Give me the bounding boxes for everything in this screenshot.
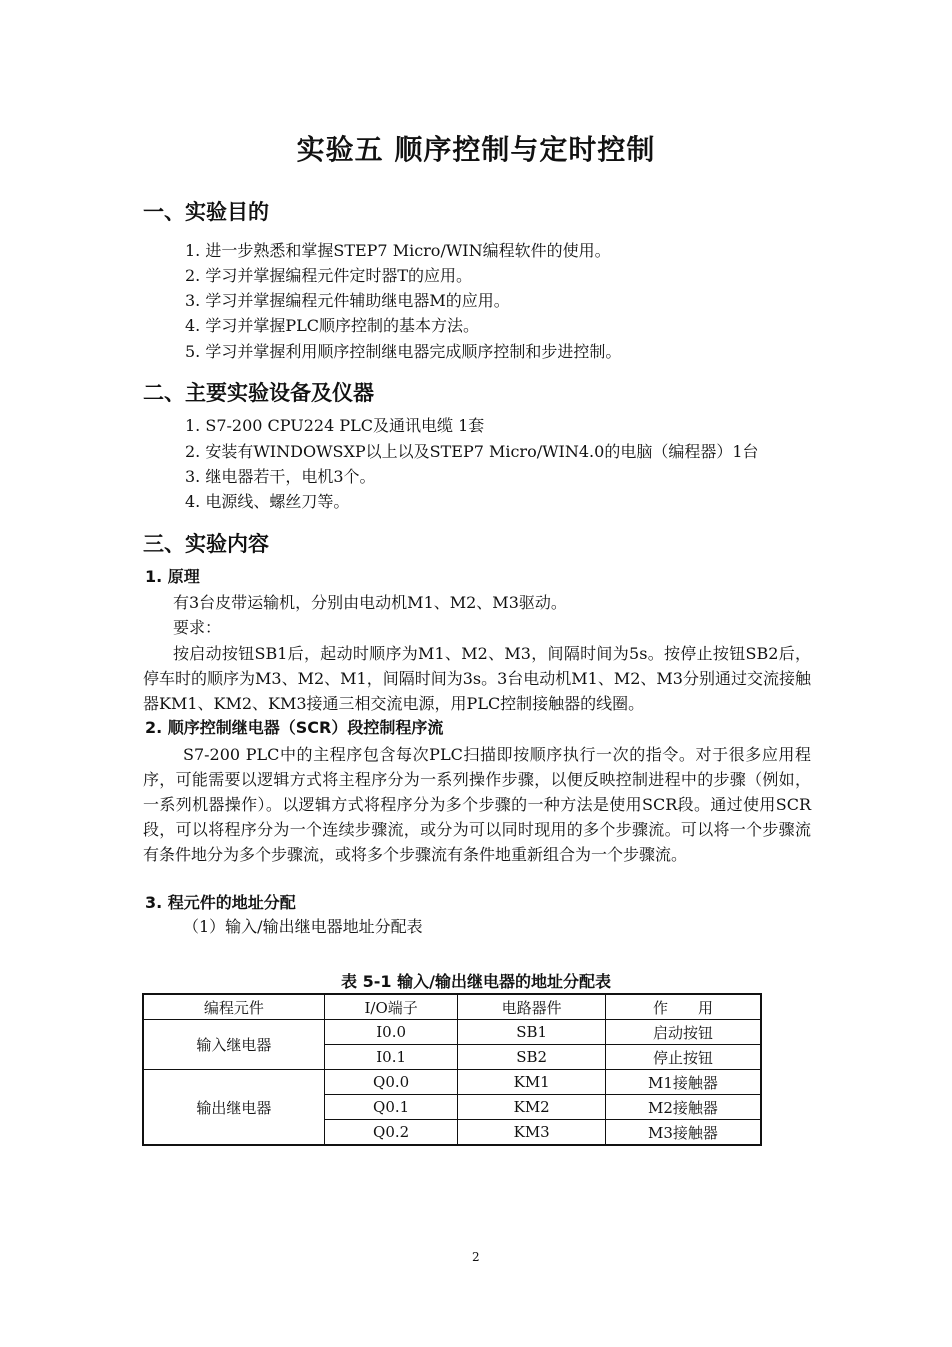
list-item: 2. 学习并掌握编程元件定时器T的应用。 bbox=[185, 266, 473, 285]
body-text: （1）输入/输出继电器地址分配表 bbox=[183, 917, 423, 936]
table-header-row bbox=[143, 994, 761, 1020]
list-item: 5. 学习并掌握利用顺序控制继电器完成顺序控制和步进控制。 bbox=[185, 342, 622, 361]
section-heading-content: 三、实验内容 bbox=[143, 532, 269, 556]
table-cell: Q0.0 bbox=[324, 1070, 458, 1095]
list-item: 1. 进一步熟悉和掌握STEP7 Micro/WIN编程软件的使用。 bbox=[185, 241, 611, 260]
subsection-heading-scr: 2. 顺序控制继电器（SCR）段控制程序流 bbox=[145, 718, 444, 737]
list-item: 4. 电源线、螺丝刀等。 bbox=[185, 492, 350, 511]
section-heading-equipment: 二、主要实验设备及仪器 bbox=[143, 381, 374, 405]
table-cell: Q0.2 bbox=[324, 1120, 458, 1146]
table-cell: SB1 bbox=[458, 1020, 606, 1045]
table-group-cell: 输出继电器 bbox=[143, 1070, 324, 1146]
table-header-cell: 作 用 bbox=[605, 994, 761, 1020]
subsection-heading-principle: 1. 原理 bbox=[145, 567, 200, 586]
list-item: 2. 安装有WINDOWSXP以上以及STEP7 Micro/WIN4.0的电脑（编程器）1台 bbox=[185, 442, 759, 461]
table-row bbox=[143, 1070, 761, 1095]
table-cell: M3接触器 bbox=[605, 1120, 761, 1146]
table-cell: I0.1 bbox=[324, 1045, 458, 1070]
table-cell: M2接触器 bbox=[605, 1095, 761, 1120]
table-cell: SB2 bbox=[458, 1045, 606, 1070]
body-paragraph: S7-200 PLC中的主程序包含每次PLC扫描即按顺序执行一次的指令。对于很多应用程序，可能需要以逻辑方式将主程序分为一系列操作步骤，以便反映控制进程中的步骤（例如，一系列机器操作）。以逻辑方式将程序分为多个步骤的一种方法是使用SCR段。通过使用SCR段，可以将程序分为一个连续步骤流，或分为可以同时现用的多个步骤流。可以将一个步骤流有条件地分为多个步骤流，或将多个步骤流有条件地重新组合为一个步骤流。 bbox=[143, 745, 811, 864]
table-header-cell: I/O端子 bbox=[324, 994, 458, 1020]
table-cell: M1接触器 bbox=[605, 1070, 761, 1095]
table-cell: I0.0 bbox=[324, 1020, 458, 1045]
section-heading-objectives: 一、实验目的 bbox=[143, 200, 269, 224]
list-item: 4. 学习并掌握PLC顺序控制的基本方法。 bbox=[185, 316, 479, 335]
body-text: 要求： bbox=[173, 618, 222, 637]
table-cell: KM2 bbox=[458, 1095, 606, 1120]
body-paragraph: 按启动按钮SB1后，起动时顺序为M1、M2、M3，间隔时间为5s。按停止按钮SB2后，停车时的顺序为M3、M2、M1，间隔时间为3s。3台电动机M1、M2、M3分别通过交流接触器KM1、KM2、KM3接通三相交流电源，用PLC控制接触器的线圈。 bbox=[143, 644, 811, 713]
table-header-cell: 电路器件 bbox=[458, 994, 606, 1020]
table-cell: Q0.1 bbox=[324, 1095, 458, 1120]
table-header-cell: 编程元件 bbox=[143, 994, 324, 1020]
table-group-cell: 输入继电器 bbox=[143, 1020, 324, 1070]
io-address-table bbox=[142, 993, 762, 1146]
page-number: 2 bbox=[472, 1250, 480, 1264]
list-item: 3. 继电器若干，电机3个。 bbox=[185, 467, 376, 486]
subsection-heading-address: 3. 程元件的地址分配 bbox=[145, 893, 296, 912]
table-cell: 停止按钮 bbox=[605, 1045, 761, 1070]
table-caption: 表 5-1 输入/输出继电器的地址分配表 bbox=[341, 972, 611, 991]
list-item: 1. S7-200 CPU224 PLC及通讯电缆 1套 bbox=[185, 416, 485, 435]
body-text: 有3台皮带运输机，分别由电动机M1、M2、M3驱动。 bbox=[173, 593, 567, 612]
list-item: 3. 学习并掌握编程元件辅助继电器M的应用。 bbox=[185, 291, 510, 310]
table-cell: 启动按钮 bbox=[605, 1020, 761, 1045]
page-title: 实验五 顺序控制与定时控制 bbox=[296, 133, 656, 166]
table-row bbox=[143, 1020, 761, 1045]
table-cell: KM1 bbox=[458, 1070, 606, 1095]
table-cell: KM3 bbox=[458, 1120, 606, 1146]
